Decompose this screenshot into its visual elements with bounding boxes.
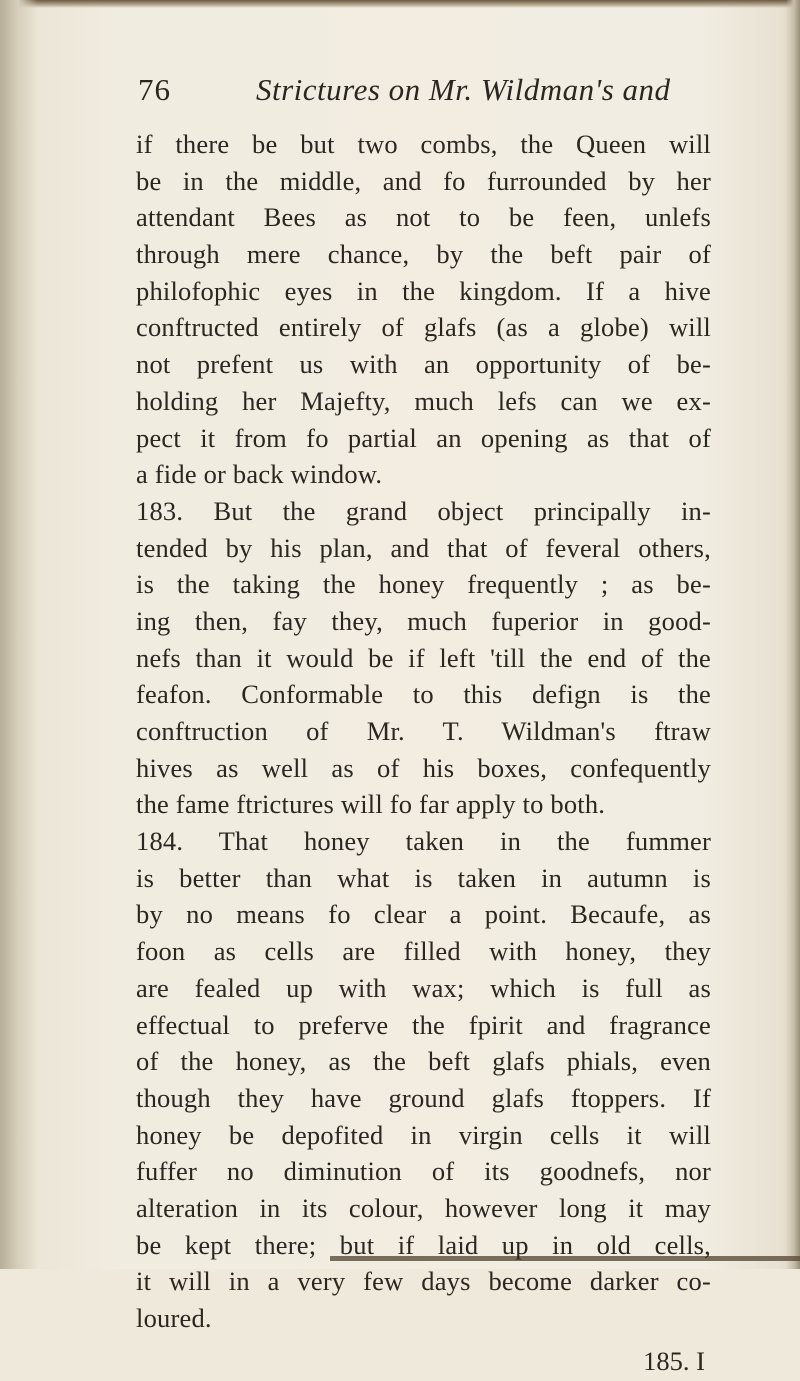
text-line: 184. That honey taken in the fummer [136,826,711,857]
running-title: Strictures on Mr. Wildman's and [256,72,671,107]
text-line: the fame ftrictures will fo far apply to both. [136,789,606,820]
text-line: ing then, fay they, much fuperior in good- [136,605,711,636]
text-line: 183. But the grand object principally in- [136,495,711,526]
text-line: pect it from fo partial an opening as that of [136,422,711,453]
catchword: 185. I [643,1345,705,1376]
text-line: honey be depofited in virgin cells it will [136,1119,711,1150]
text-line: alteration in its colour, however long it may [136,1192,711,1223]
text-line: it will in a very few days become darker co- [136,1266,711,1297]
text-line: if there be but two combs, the Queen will [136,129,711,159]
text-line: be in the middle, and fo furrounded by her [136,165,711,196]
text-line: be kept there; but if laid up in old cells, [136,1229,711,1260]
page-top-edge [0,0,800,8]
text-line: attendant Bees as not to be feen, unlefs [136,202,711,233]
text-line: not prefent us with an opportunity of be- [136,349,711,380]
text-line: foon as cells are filled with honey, they [136,936,711,967]
text-line: is the taking the honey frequently ; as be- [136,569,711,600]
text-line: holding her Majefty, much lefs can we ex- [136,385,711,416]
text-line: loured. [136,1303,212,1333]
text-line: philofophic eyes in the kingdom. If a hive [136,275,711,306]
text-line: of the honey, as the beft glafs phials, even [136,1046,711,1077]
text-line: effectual to preferve the fpirit and fragrance [136,1009,711,1040]
page-header [138,72,698,112]
text-line: conftruction of Mr. T. Wildman's ftraw [136,716,711,746]
text-line: a fide or back window. [136,459,383,490]
text-line: are fealed up with wax; which is full as [136,972,711,1003]
page-number: 76 [138,72,171,107]
text-line: fuffer no diminution of its goodnefs, nor [136,1156,711,1187]
body-text [136,126,711,1381]
text-line: tended by his plan, and that of feveral others, [136,532,711,563]
text-line: by no means fo clear a point. Becaufe, as [136,899,711,930]
text-line: through mere chance, by the beft pair of [136,239,711,270]
page-right-edge [786,0,800,1269]
text-line: though they have ground glafs ftoppers. If [136,1082,711,1113]
page-gutter-shadow [0,0,38,1269]
text-line: hives as well as of his boxes, confequently [136,752,711,783]
text-lines [136,126,711,1337]
text-line: nefs than it would be if left 'till the end of the [136,642,711,673]
text-line: is better than what is taken in autumn is [136,862,711,893]
text-line: feafon. Conformable to this defign is the [136,679,711,710]
text-line: conftructed entirely of glafs (as a globe) will [136,312,711,343]
